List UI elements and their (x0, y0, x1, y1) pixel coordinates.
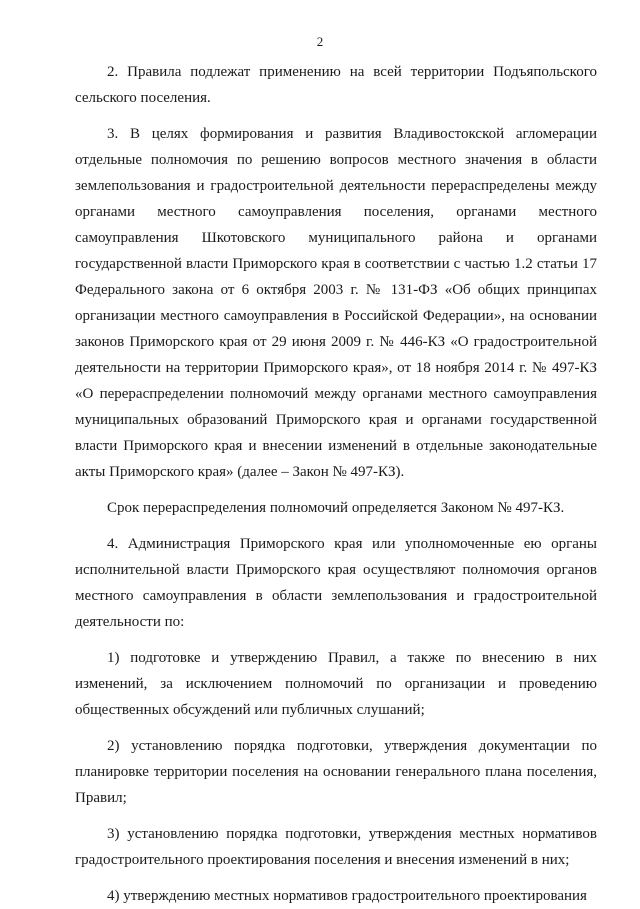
paragraph-administration-powers: 4. Администрация Приморского края или уполномоченные ею органы исполнительной власти Приморского края осуществляют полномочия органов местного самоуправления в области землепользования и градостроительной деятельности по: (75, 536, 597, 630)
paragraph-redistribution-term: Срок перераспределения полномочий определяется Законом № 497-КЗ. (107, 500, 565, 516)
document-body (75, 59, 597, 909)
list-item-1: 1) подготовке и утверждению Правил, а также по внесению в них изменений, за исключением полномочий по организации и проведению общественных обсуждений или публичных слушаний; (75, 650, 597, 718)
paragraph-vladivostok-agglomeration: 3. В целях формирования и развития Владивостокской агломерации отдельные полномочия по решению вопросов местного значения в области землепользования и градостроительной деятельности перераспределены между органами местного самоуправления поселения, органами местного самоуправления Шкотовского муниципального района и органами государственной власти Приморского края в соответствии с частью 1.2 статьи 17 Федерального закона от 6 октября 2003 г. № 131-ФЗ «Об общих принципах организации местного самоуправления в Российской Федерации», на основании законов Приморского края от 29 июня 2009 г. № 446-КЗ «О градостроительной деятельности на территории Приморского края», от 18 ноября 2014 г. № 497-КЗ «О перераспределении полномочий между органами местного самоуправления муниципальных образований Приморского края и органами государственной власти Приморского края и внесении изменений в отдельные законодательные акты Приморского края» (далее – Закон № 497-КЗ). (75, 126, 597, 480)
paragraph-rules-territory: 2. Правила подлежат применению на всей территории Подъяпольского сельского поселения. (75, 64, 597, 106)
list-item-2: 2) установлению порядка подготовки, утверждения документации по планировке территории поселения на основании генерального плана поселения, Правил; (75, 738, 597, 806)
page-number: 2 (316, 34, 324, 49)
list-item-3: 3) установлению порядка подготовки, утверждения местных нормативов градостроительного проектирования поселения и внесения изменений в них; (75, 826, 597, 868)
list-item-4: 4) утверждению местных нормативов градостроительного проектирования (107, 888, 587, 904)
